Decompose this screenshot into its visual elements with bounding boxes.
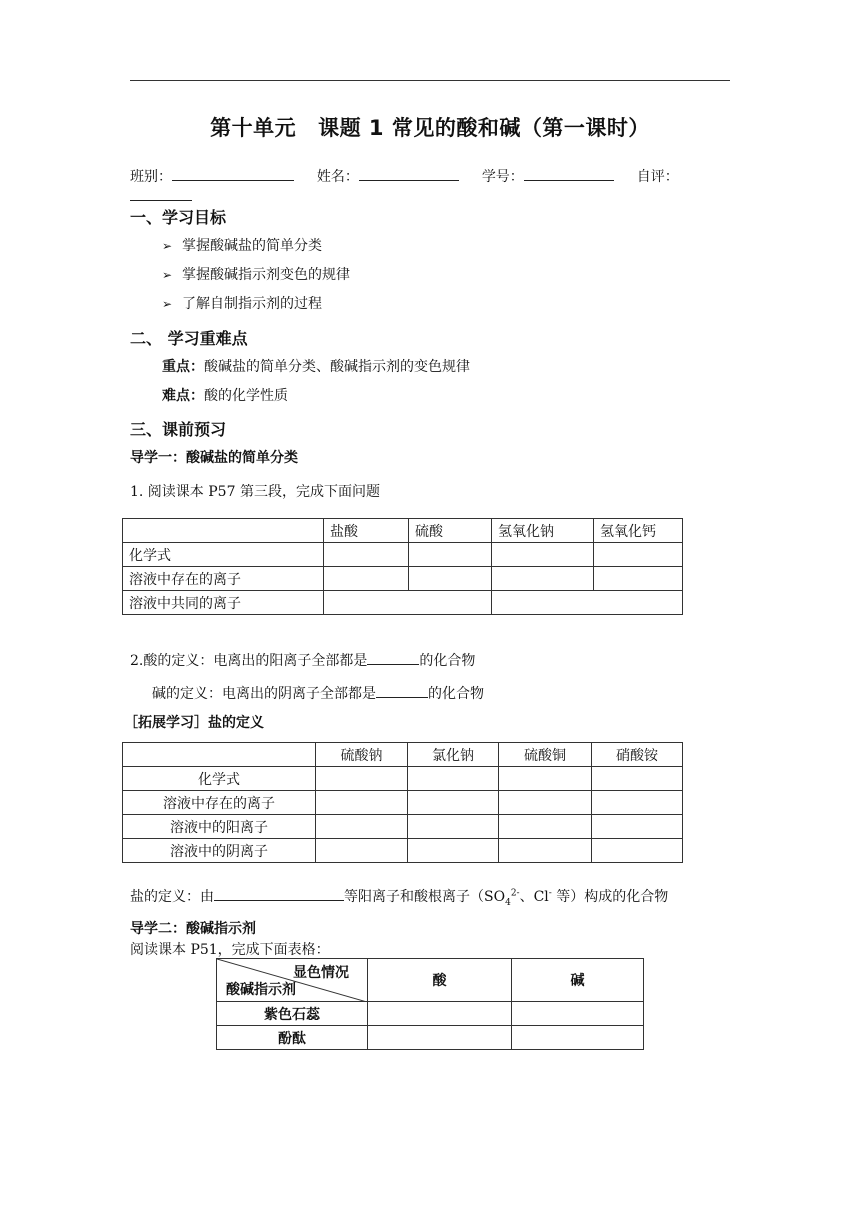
answer-cell[interactable] xyxy=(594,543,683,567)
objective-text: 掌握酸碱指示剂变色的规律 xyxy=(182,267,350,283)
answer-cell[interactable] xyxy=(594,567,683,591)
answer-cell[interactable] xyxy=(592,839,683,863)
answer-cell[interactable] xyxy=(512,1002,644,1026)
answer-cell[interactable] xyxy=(592,815,683,839)
base-def-suffix: 的化合物 xyxy=(428,686,484,702)
objective-item xyxy=(162,293,322,313)
row-label: 溶液中存在的离子 xyxy=(123,567,324,591)
answer-cell[interactable] xyxy=(408,815,499,839)
row-label: 化学式 xyxy=(123,543,324,567)
table-header: 盐酸 xyxy=(324,519,409,543)
table-header: 硫酸钠 xyxy=(316,743,408,767)
difficulty-label: 难点： xyxy=(162,388,204,404)
answer-cell[interactable] xyxy=(324,543,409,567)
salt-def-superscript2: - xyxy=(548,888,552,899)
answer-cell[interactable] xyxy=(324,591,492,615)
base-def-prefix: 碱的定义：电离出的阴离子全部都是 xyxy=(152,686,376,702)
row-label: 溶液中共同的离子 xyxy=(123,591,324,615)
section-keypoints-heading: 二、 学习重难点 xyxy=(130,329,248,348)
student-info-line xyxy=(130,166,730,205)
eval-field[interactable] xyxy=(130,186,192,201)
answer-cell[interactable] xyxy=(368,1002,512,1026)
answer-cell[interactable] xyxy=(408,767,499,791)
table-header: 硫酸 xyxy=(409,519,492,543)
answer-cell[interactable] xyxy=(512,1026,644,1050)
answer-cell[interactable] xyxy=(316,767,408,791)
name-field[interactable] xyxy=(359,166,459,181)
salt-def-prefix: 盐的定义：由 xyxy=(130,889,214,905)
answer-cell[interactable] xyxy=(316,839,408,863)
difficulty-line xyxy=(162,385,288,405)
salt-def-mid2: 、Cl xyxy=(519,889,549,905)
acid-base-table xyxy=(122,518,683,615)
row-label: 酚酞 xyxy=(217,1026,368,1050)
table-row xyxy=(217,1002,644,1026)
table-header: 氯化钠 xyxy=(408,743,499,767)
table-cell xyxy=(123,519,324,543)
row-label: 溶液中的阳离子 xyxy=(123,815,316,839)
answer-cell[interactable] xyxy=(316,791,408,815)
focus-line xyxy=(162,356,470,376)
row-label: 溶液中的阴离子 xyxy=(123,839,316,863)
acid-def-suffix: 的化合物 xyxy=(419,653,476,669)
id-label: 学号： xyxy=(481,169,524,185)
answer-cell[interactable] xyxy=(409,567,492,591)
objective-item xyxy=(162,235,322,255)
class-label: 班别： xyxy=(130,169,172,185)
table-header: 碱 xyxy=(512,959,644,1002)
question1: 1. 阅读课本 P57 第三段，完成下面问题 xyxy=(130,484,380,500)
answer-cell[interactable] xyxy=(499,767,592,791)
table-row xyxy=(123,815,683,839)
objective-text: 了解自制指示剂的过程 xyxy=(182,296,322,312)
answer-cell[interactable] xyxy=(492,591,683,615)
table-row xyxy=(123,567,683,591)
table-row xyxy=(123,791,683,815)
row-label: 紫色石蕊 xyxy=(217,1002,368,1026)
answer-cell[interactable] xyxy=(316,815,408,839)
row-label: 化学式 xyxy=(123,767,316,791)
answer-cell[interactable] xyxy=(492,543,594,567)
diag-top-label: 显色情况 xyxy=(293,965,349,981)
name-label: 姓名： xyxy=(316,169,359,185)
salt-def-mid: 等阳离子和酸根离子（SO xyxy=(344,889,506,905)
header-rule xyxy=(130,80,730,81)
answer-cell[interactable] xyxy=(592,767,683,791)
salt-definition xyxy=(130,886,668,908)
answer-cell[interactable] xyxy=(499,839,592,863)
id-field[interactable] xyxy=(524,166,614,181)
table-cell xyxy=(123,743,316,767)
arrow-bullet-icon: ➢ xyxy=(162,297,173,311)
table-header: 硝酸铵 xyxy=(592,743,683,767)
table-header: 硫酸铜 xyxy=(499,743,592,767)
guide1-heading: 导学一：酸碱盐的简单分类 xyxy=(130,450,298,466)
salt-table xyxy=(122,742,683,863)
objective-item xyxy=(162,264,350,284)
objective-text: 掌握酸碱盐的简单分类 xyxy=(182,238,322,254)
answer-cell[interactable] xyxy=(368,1026,512,1050)
acid-definition xyxy=(130,650,475,670)
arrow-bullet-icon: ➢ xyxy=(162,239,173,253)
answer-cell[interactable] xyxy=(499,815,592,839)
salt-def-blank[interactable] xyxy=(214,886,344,901)
answer-cell[interactable] xyxy=(408,839,499,863)
class-field[interactable] xyxy=(172,166,294,181)
acid-def-prefix: 2.酸的定义：电离出的阳离子全部都是 xyxy=(130,653,368,669)
salt-def-subscript: 4 xyxy=(505,897,511,908)
arrow-bullet-icon: ➢ xyxy=(162,268,173,282)
table-row xyxy=(123,591,683,615)
difficulty-text: 酸的化学性质 xyxy=(204,388,288,404)
focus-label: 重点： xyxy=(162,359,204,375)
section-preview-heading: 三、课前预习 xyxy=(130,420,227,439)
indicator-table xyxy=(216,958,644,1050)
answer-cell[interactable] xyxy=(592,791,683,815)
section-objectives-heading: 一、学习目标 xyxy=(130,208,227,227)
base-definition xyxy=(152,683,484,703)
answer-cell[interactable] xyxy=(324,567,409,591)
answer-cell[interactable] xyxy=(409,543,492,567)
table-row xyxy=(123,543,683,567)
table-header: 氢氧化钠 xyxy=(492,519,594,543)
answer-cell[interactable] xyxy=(499,791,592,815)
page-title xyxy=(130,112,730,142)
row-label: 溶液中存在的离子 xyxy=(123,791,316,815)
answer-cell[interactable] xyxy=(408,791,499,815)
salt-def-superscript: 2- xyxy=(510,888,520,899)
table-row xyxy=(217,1026,644,1050)
table-row xyxy=(123,767,683,791)
diag-bottom-label: 酸碱指示剂 xyxy=(226,982,296,998)
focus-text: 酸碱盐的简单分类、酸碱指示剂的变色规律 xyxy=(204,359,470,375)
guide2-heading: 导学二：酸碱指示剂 xyxy=(130,921,256,937)
eval-label: 自评： xyxy=(636,169,679,185)
question2: 阅读课本 P51，完成下面表格： xyxy=(130,942,330,958)
extend-heading: ［拓展学习］盐的定义 xyxy=(124,715,264,731)
acid-def-blank[interactable] xyxy=(367,650,419,665)
table-header: 氢氧化钙 xyxy=(594,519,683,543)
title-unit: 第十单元 xyxy=(210,116,297,140)
diagonal-header-cell xyxy=(217,959,368,1002)
title-lesson: 课题 1 常见的酸和碱（第一课时） xyxy=(318,116,650,140)
table-header: 酸 xyxy=(368,959,512,1002)
base-def-blank[interactable] xyxy=(376,683,428,698)
salt-def-suffix: 等）构成的化合物 xyxy=(551,889,669,905)
table-row xyxy=(123,839,683,863)
answer-cell[interactable] xyxy=(492,567,594,591)
